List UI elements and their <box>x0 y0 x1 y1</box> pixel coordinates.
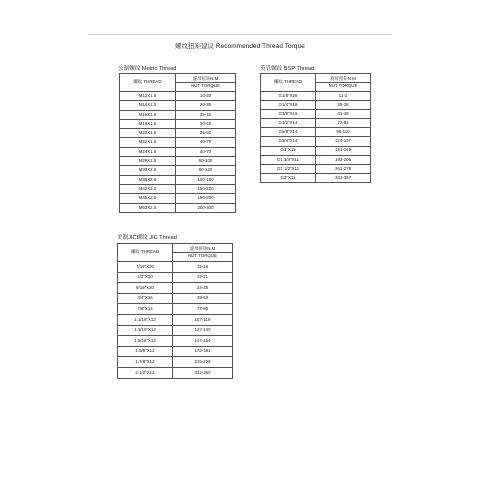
table-row <box>261 92 371 101</box>
nut-torque-cell: 20-35 <box>176 101 236 110</box>
thread-size-cell: M26X1.5 <box>120 157 176 166</box>
header-thread: 螺纹 THREAD <box>118 244 173 262</box>
nut-torque-cell: 19-21 <box>173 272 233 283</box>
thread-size-cell: M45X2.0 <box>120 194 176 203</box>
nut-torque-cell: 192-206 <box>316 155 371 164</box>
nut-torque-cell: 147-154 <box>173 336 233 347</box>
table-row <box>118 304 233 315</box>
table-row <box>120 101 236 110</box>
table-row <box>120 119 236 128</box>
nut-torque-cell: 25-40 <box>176 110 236 119</box>
table-header-row <box>118 244 233 262</box>
table-row <box>261 155 371 164</box>
thread-size-cell: G1.1/2"X11 <box>261 164 316 173</box>
table-row <box>120 138 236 147</box>
header-thread: 螺纹 THREAD <box>120 74 176 92</box>
thread-size-cell: M52X2.0 <box>120 203 176 212</box>
thread-size-cell: 1.3/16"X12 <box>118 325 173 336</box>
nut-torque-cell: 200-300 <box>176 203 236 212</box>
table-row <box>118 357 233 368</box>
jic-section-title: 美制JIC螺纹 JIC Thread <box>117 235 177 241</box>
thread-size-cell: 1.5/16"X12 <box>118 336 173 347</box>
table-row <box>120 175 236 184</box>
top-divider <box>88 34 392 35</box>
thread-size-cell: 1.5/8"X12 <box>118 346 173 357</box>
thread-size-cell: 9/16"X20 <box>118 283 173 294</box>
header-torque-cn: 旋母扭矩N.M <box>189 246 216 251</box>
table-row <box>118 272 233 283</box>
nut-torque-cell: 150-220 <box>176 184 236 193</box>
nut-torque-cell: 30-45 <box>176 119 236 128</box>
table-row <box>261 137 371 146</box>
nut-torque-cell: 72-82 <box>316 119 371 128</box>
nut-torque-cell: 332-350 <box>173 367 233 378</box>
nut-torque-cell: 215-226 <box>173 357 233 368</box>
header-torque-cn: 旋母扭矩N.M <box>192 76 219 81</box>
nut-torque-cell: 261-275 <box>316 164 371 173</box>
table-row <box>118 293 233 304</box>
thread-size-cell: G2"X11 <box>261 173 316 182</box>
header-nut-torque <box>316 74 371 92</box>
thread-size-cell: M24X1.5 <box>120 147 176 156</box>
table-row <box>120 194 236 203</box>
thread-size-cell: G1/8"X28 <box>261 92 316 101</box>
thread-size-cell: G1/2"X14 <box>261 119 316 128</box>
table-row <box>120 92 236 101</box>
table-row <box>120 203 236 212</box>
table-row <box>120 166 236 175</box>
header-nut-torque <box>176 74 236 92</box>
nut-torque-cell: 11-2 <box>316 92 371 101</box>
header-torque-cn: 旋母扭矩N.M <box>330 76 356 81</box>
table-header-row <box>261 74 371 92</box>
table-row <box>261 101 371 110</box>
thread-size-cell: M30X2.0 <box>120 166 176 175</box>
table-row <box>120 129 236 138</box>
table-row <box>120 110 236 119</box>
thread-size-cell: G1.1/4"X11 <box>261 155 316 164</box>
header-nut-torque <box>173 244 233 262</box>
header-thread: 螺纹 THREAD <box>261 74 316 92</box>
thread-size-cell: G1"X11 <box>261 146 316 155</box>
thread-size-cell: M22X1.5 <box>120 138 176 147</box>
nut-torque-cell: 127-140 <box>173 325 233 336</box>
thread-size-cell: 1/2"X20 <box>118 272 173 283</box>
table-row <box>261 119 371 128</box>
table-row <box>118 262 233 273</box>
table-row <box>261 146 371 155</box>
nut-torque-cell: 60-100 <box>176 157 236 166</box>
nut-torque-cell: 96-110 <box>316 128 371 137</box>
table-row <box>261 128 371 137</box>
nut-torque-cell: 24-28 <box>173 283 233 294</box>
header-torque-en: NUT TORQUE <box>191 83 220 88</box>
thread-size-cell: G1/4"X19 <box>261 101 316 110</box>
table-row <box>118 325 233 336</box>
table-row <box>118 314 233 325</box>
nut-torque-cell: 41-48 <box>316 110 371 119</box>
thread-size-cell: 7/8"X14 <box>118 304 173 315</box>
document-title: 螺纹扭矩建议 Recommended Thread Torque <box>175 43 305 50</box>
thread-size-cell: M42X2.0 <box>120 184 176 193</box>
thread-size-cell: M20X1.5 <box>120 129 176 138</box>
nut-torque-cell: 80-120 <box>176 166 236 175</box>
table-row <box>118 367 233 378</box>
nut-torque-cell: 107-119 <box>173 314 233 325</box>
nut-torque-cell: 10-20 <box>176 92 236 101</box>
nut-torque-cell: 40-70 <box>176 147 236 156</box>
thread-size-cell: G3/4"X14 <box>261 137 316 146</box>
thread-size-cell: G5/8"X14 <box>261 128 316 137</box>
table-row <box>120 157 236 166</box>
table-row <box>261 164 371 173</box>
thread-size-cell: 1.7/8"X12 <box>118 357 173 368</box>
table-row <box>118 283 233 294</box>
table-row <box>120 147 236 156</box>
nut-torque-cell: 151-165 <box>316 146 371 155</box>
metric-torque-table <box>119 73 236 213</box>
thread-size-cell: M18X1.5 <box>120 119 176 128</box>
bsp-section-title: 英管螺纹 BSP Thread <box>260 66 315 72</box>
table-row <box>261 110 371 119</box>
thread-size-cell: 1.1/16"X12 <box>118 314 173 325</box>
table-row <box>118 336 233 347</box>
nut-torque-cell: 25-28 <box>316 101 371 110</box>
bsp-torque-table <box>260 73 371 183</box>
jic-torque-table <box>117 243 233 379</box>
table-header-row <box>120 74 236 92</box>
nut-torque-cell: 35-50 <box>176 129 236 138</box>
nut-torque-cell: 40-70 <box>176 138 236 147</box>
thread-size-cell: M36X2.0 <box>120 175 176 184</box>
thread-size-cell: M14X1.5 <box>120 101 176 110</box>
thread-size-cell: 2.1/2"X12 <box>118 367 173 378</box>
header-torque-en: NUT TORQUE <box>328 83 358 88</box>
nut-torque-cell: 15-16 <box>173 262 233 273</box>
table-row <box>120 184 236 193</box>
thread-size-cell: G3/8"X19 <box>261 110 316 119</box>
nut-torque-cell: 180-250 <box>176 194 236 203</box>
thread-size-cell: 7/16"X20 <box>118 262 173 273</box>
header-torque-en: NUT TORQUE <box>188 253 217 258</box>
nut-torque-cell: 100-150 <box>176 175 236 184</box>
thread-size-cell: M12X1.5 <box>120 92 176 101</box>
metric-section-title: 公制螺纹 Metric Thread <box>118 66 177 72</box>
nut-torque-cell: 124-137 <box>316 137 371 146</box>
thread-size-cell: M16X1.5 <box>120 110 176 119</box>
nut-torque-cell: 49-53 <box>173 293 233 304</box>
table-row <box>261 173 371 182</box>
thread-size-cell: 3/4"X16 <box>118 293 173 304</box>
nut-torque-cell: 172-181 <box>173 346 233 357</box>
table-row <box>118 346 233 357</box>
nut-torque-cell: 77-85 <box>173 304 233 315</box>
nut-torque-cell: 343-357 <box>316 173 371 182</box>
